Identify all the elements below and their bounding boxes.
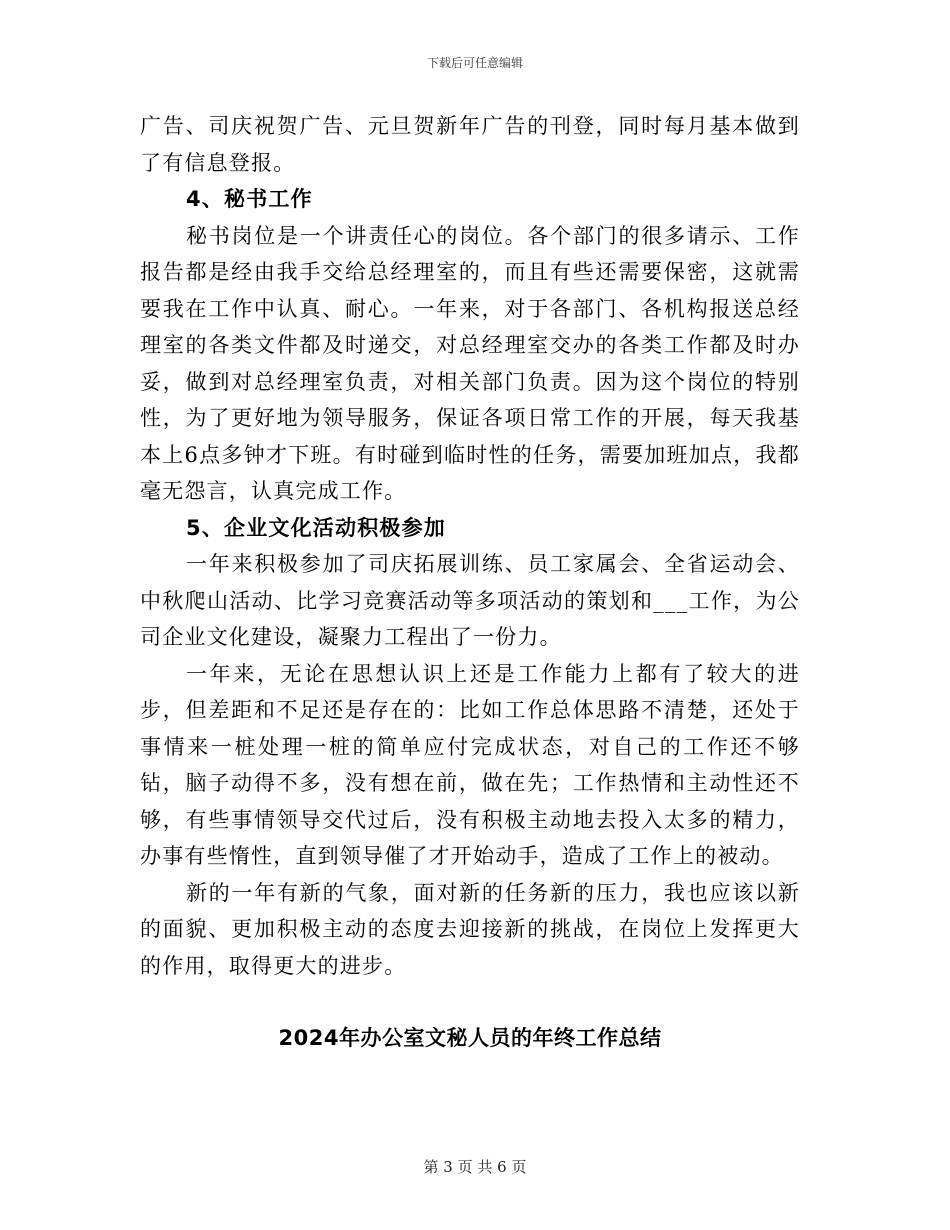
paragraph-secretary-work: 秘书岗位是一个讲责任心的岗位。各个部门的很多请示、工作报告都是经由我手交给总经理室的，而且有些还需要保密，这就需要我在工作中认真、耐心。一年来，对于各部门、各机构报送总经理室的各类文件都及时递交，对总经理室交办的各类工作都及时办妥，做到对总经理室负责，对相关部门负责。因为这个岗位的特别性，为了更好地为领导服务，保证各项日常工作的开展，每天我基本上6点多钟才下班。有时碰到临时性的任务，需要加班加点，我都毫无怨言，认真完成工作。 xyxy=(140,223,800,503)
paragraph-new-year: 新的一年有新的气象，面对新的任务新的压力，我也应该以新的面貌、更加积极主动的态度去迎接新的挑战，在岗位上发挥更大的作用，取得更大的进步。 xyxy=(140,880,800,978)
section-heading-culture: 5、企业文化活动积极参加 xyxy=(186,515,447,540)
paragraph-shortcomings: 一年来，无论在思想认识上还是工作能力上都有了较大的进步，但差距和不足还是存在的：比如工作总体思路不清楚，还处于事情来一桩处理一桩的简单应付完成状态，对自己的工作还不够钻，脑子动得不多，没有想在前，做在先；工作热情和主动性还不够，有些事情领导交代过后，没有积极主动地去投入太多的精力，办事有些惰性，直到领导催了才开始动手，造成了工作上的被动。 xyxy=(140,661,800,868)
paragraph-ad-continuation: 广告、司庆祝贺广告、元旦贺新年广告的刊登，同时每月基本做到了有信息登报。 xyxy=(140,114,800,175)
page-footer: 第 3 页 共 6 页 xyxy=(423,1158,527,1176)
section-heading-secretary: 4、秘书工作 xyxy=(186,187,313,211)
document-body xyxy=(140,108,800,1056)
paragraph-culture-activities: 一年来积极参加了司庆拓展训练、员工家属会、全省运动会、中秋爬山活动、比学习竞赛活动等多项活动的策划和___工作，为公司企业文化建设，凝聚力工程出了一份力。 xyxy=(140,552,800,649)
document-title: 2024年办公室文秘人员的年终工作总结 xyxy=(278,1026,662,1050)
page-header: 下载后可任意编辑 xyxy=(426,56,523,70)
